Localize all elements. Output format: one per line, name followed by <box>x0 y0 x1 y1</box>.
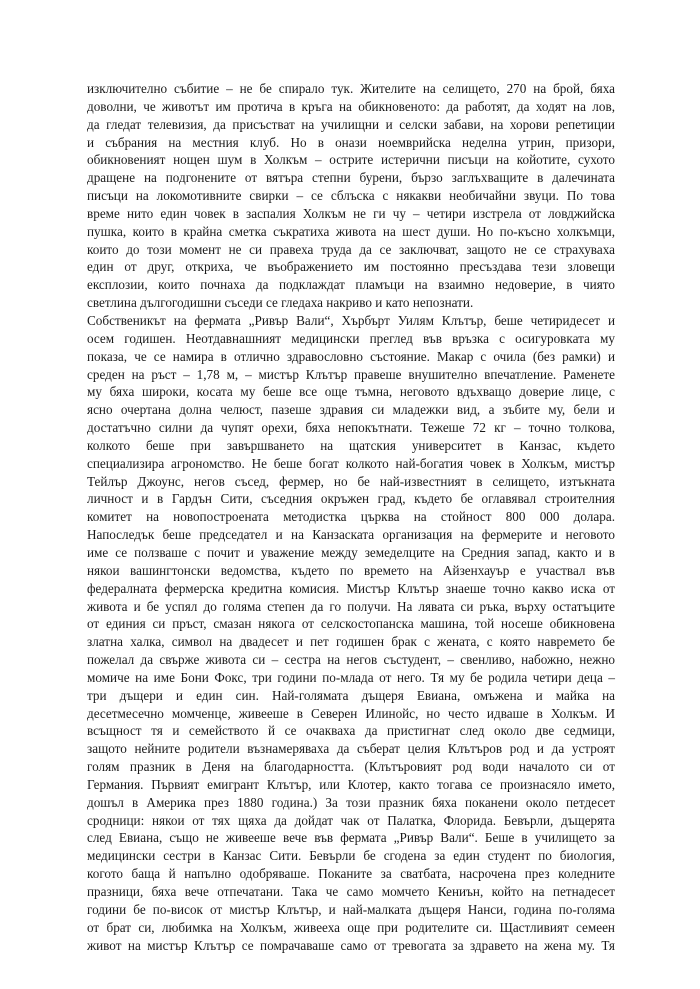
text-line: светлина дългогодишни съседи се гледаха накриво и като непознати. <box>87 295 474 311</box>
text-line: пожелал да свърже живота си – сестра на негов състудент, – свенливо, набожно, нежно <box>87 652 615 668</box>
text-line: име се ползваше с почит и уважение между земеделците на Средния запад, както и в <box>87 544 615 560</box>
text-line: години бе по-висок от мистър Клътър, и най-малката дъщеря Нанси, година по-голяма <box>87 901 615 917</box>
text-line: момиче на име Бони Фокс, три години по-млада от него. Тя му бе родила четири деца – <box>87 669 615 685</box>
text-line: голям празник в Деня на благодарността. (Клътъровият род води началото си от <box>87 759 615 775</box>
text-line: златна халка, символ на двадесет и пет годишен брак с жената, с която навремето бе <box>87 634 615 650</box>
text-line: показа, че се намира в отлично здравословно състояние. Макар с очила (без рамки) и <box>87 348 615 364</box>
text-line: които до този момент не си правеха труда да се заключват, защото не се страхуваха <box>87 241 615 257</box>
text-line: специализира агрономство. Не беше богат колкото най-богатия човек в Холкъм, мистър <box>87 455 615 471</box>
text-line: празници, бяха вече отпечатани. Така че само момчето Кениън, който на петнадесет <box>87 884 615 899</box>
text-line: след Евиана, също не живееше вече във фермата „Ривър Вали“. Беше в училището за <box>87 830 615 846</box>
text-line: десетмесечно момченце, живееше в Северен Илинойс, но често идваше в Холкъм. И <box>87 705 615 721</box>
text-line: време нито един човек в заспалия Холкъм не ги чу – четири изстрела от ловджийска <box>87 205 615 221</box>
text-line: обикновеният нощен шум в Холкъм – острите истерични писъци на койотите, сухото <box>87 152 615 168</box>
text-line: федералната фермерска кредитна комисия. Мистър Клътър знаеше точно какво иска от <box>87 580 615 596</box>
text-line: му бяха широки, косата му беше все още тъмна, неговото вдъхващо доверие лице, с <box>87 384 615 400</box>
text-line: достатъчно силни да чупят орехи, бяха непокътнати. Тежеше 72 кг – точно толкова, <box>87 420 615 436</box>
text-line: сродници: някои от тях щяха да дойдат чак от Палатка, Флорида. Бевърли, дъщерята <box>87 812 615 828</box>
text-line: колкото беше при завършването на щатския университет в Канзас, където <box>87 437 615 453</box>
text-line: дращене на подгонените от вятъра степни бурени, бързо заглъхващите в далечината <box>87 170 615 186</box>
text-line: да гледат телевизия, да присъстват на училищни и селски забави, на хорови репетиции <box>87 116 615 132</box>
text-line: Тейлър Джоунс, негов съсед, фермер, но бе най-известният в селището, изтъкната <box>87 473 615 489</box>
text-line: когото баща й напълно одобряваше. Поканите за сватбата, насрочена през коледните <box>87 866 615 882</box>
text-line: живот на мистър Клътър се помрачаваше само от тревогата за здравето на жена му. Тя <box>87 937 615 953</box>
text-line: среден на ръст – 1,78 м, – мистър Клътър правеше внушително впечатление. Раменете <box>87 366 615 382</box>
text-line: три дъщери и един син. Най-голямата дъщеря Евиана, омъжена и майка на <box>87 687 615 703</box>
paragraph-2 <box>87 312 615 954</box>
text-line: личност и в Гардън Сити, съседния окръжен град, където бе оглавявал строителния <box>87 491 615 507</box>
text-line: писъци на локомотивните свирки – се сблъска с някакви необичайни звуци. По това <box>87 188 615 204</box>
text-line: живота и бе успял до голяма степен да го получи. На лявата си ръка, върху остатъците <box>87 598 615 614</box>
text-line: пушка, които в крайна сметка съкратиха живота на шест души. Но по-късно холкъмци, <box>87 223 615 239</box>
text-line: изключително събитие – не бе спирало тук. Жителите на селището, 270 на брой, бяха <box>87 81 615 96</box>
text-line: експлозии, които почнаха да подклаждат пламъци на взаимно недоверие, в чиято <box>87 277 615 293</box>
text-line: защото нейните родители възнамеряваха да съберат целия Клътъров род и да устроят <box>87 741 615 757</box>
text-line: всъщност тя и семейството й се очакваха да пристигнат след около две седмици, <box>87 723 615 739</box>
paragraph-1 <box>87 80 615 312</box>
text-line: Собственикът на фермата „Ривър Вали“, Хърбърт Уилям Клътър, беше четиридесет и <box>87 313 615 328</box>
text-line: от брат си, любимка на Холкъм, живееха още при родителите си. Щастливият семеен <box>87 919 615 935</box>
text-line: и събрания на местния клуб. Но в онази ноемврийска неделна утрин, призори, <box>87 134 615 150</box>
text-line: комитет на новопостроената методистка църква на стойност 800 000 долара. <box>87 509 615 525</box>
text-line: някои вашингтонски ведомства, където по времето на Айзенхауър е участвал във <box>87 562 615 578</box>
text-line: медицински сестри в Канзас Сити. Бевърли бе сгодена за един студент по биология, <box>87 848 615 864</box>
text-line: един от друг, откриха, че въображението им постоянно пресъздава тези зловещи <box>87 259 615 275</box>
text-line: доволни, че животът им протича в кръга на обикновеното: да работят, да ходят на лов, <box>87 98 615 114</box>
text-line: Германия. Първият емигрант Клътър, или Клотер, както тогава се произнасяло името, <box>87 776 615 792</box>
text-line: Напоследък беше председател и на Канзаската организация на фермерите и неговото <box>87 527 615 543</box>
text-line: от единия си пръст, смазан някога от селскостопанска машина, той носеше обикновена <box>87 616 615 632</box>
text-line: дошъл в Америка през 1880 година.) За този празник бяха поканени около петдесет <box>87 794 615 810</box>
text-line: ясно очертана долна челюст, пазеше здравия си младежки вид, а зъбите му, бели и <box>87 402 615 418</box>
text-line: осем годишен. Неотдавнашният медицински преглед във връзка с осигуровката му <box>87 330 615 346</box>
